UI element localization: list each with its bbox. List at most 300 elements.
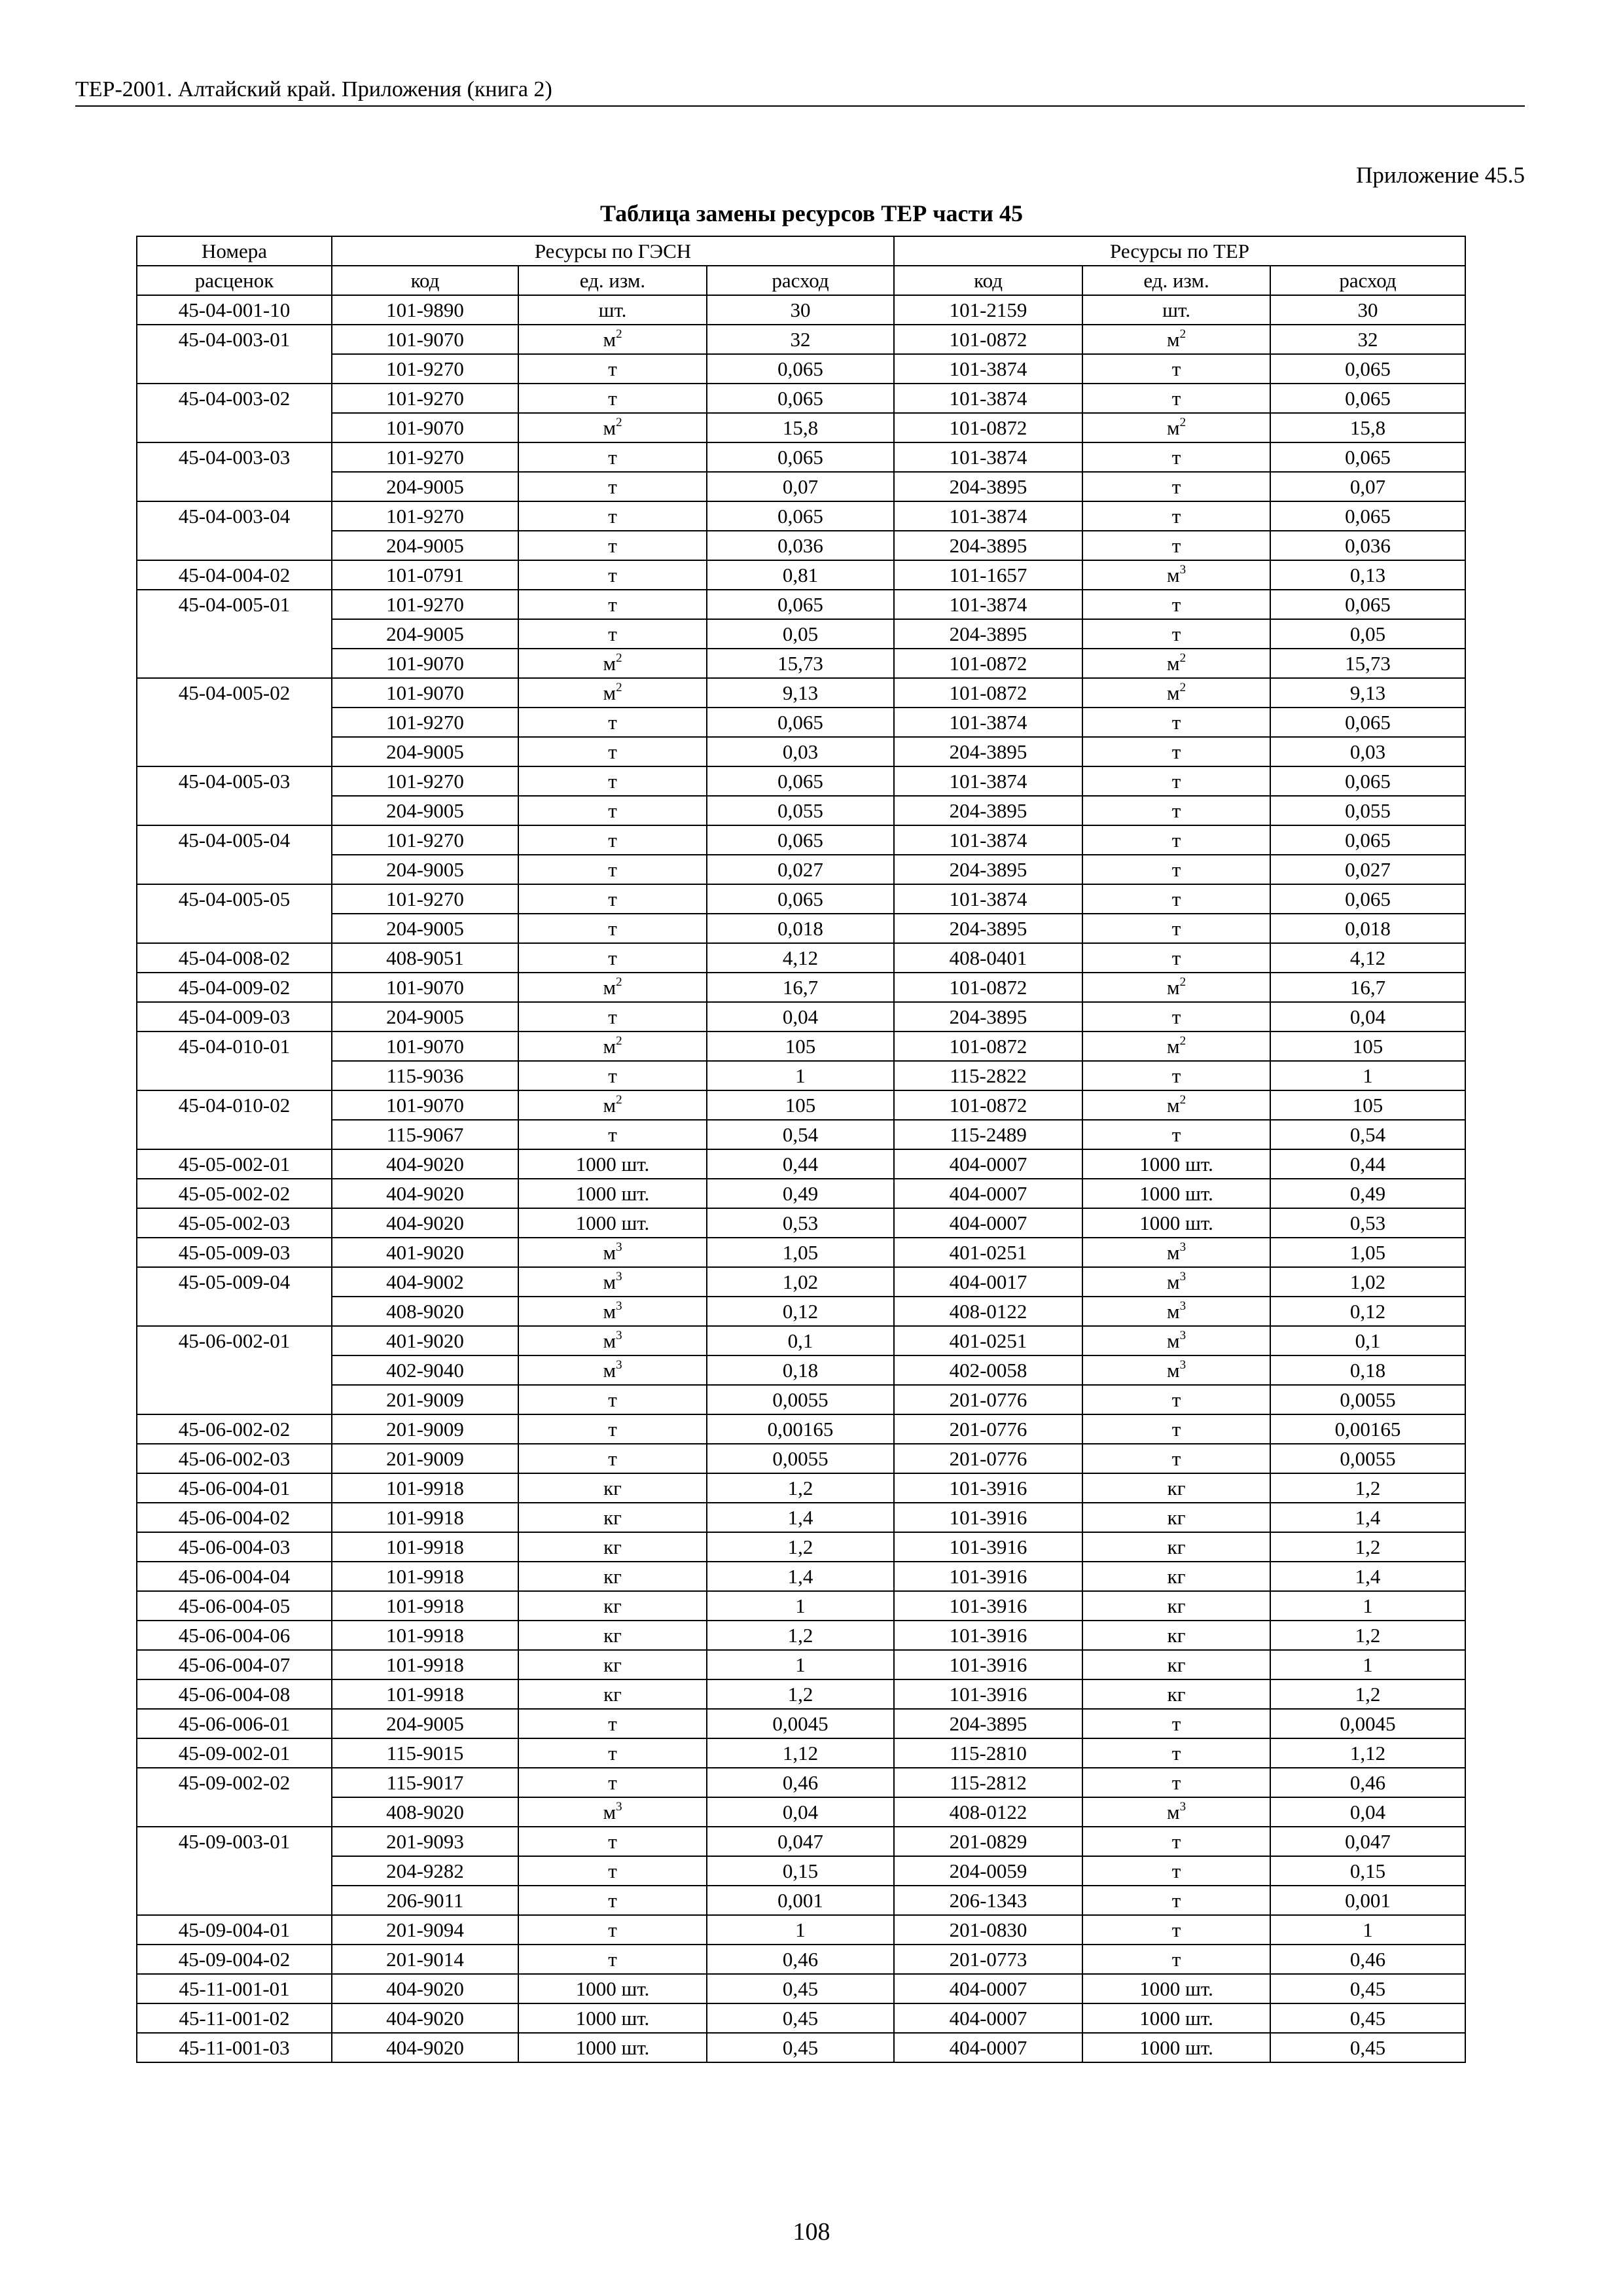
unit-exponent: 3 xyxy=(616,1240,622,1254)
gesn-code-cell: 101-9070 xyxy=(332,649,518,678)
ter-consumption-cell: 0,45 xyxy=(1270,2003,1465,2033)
rate-number-cell: 45-11-001-02 xyxy=(137,2003,332,2033)
ter-unit-cell: кг xyxy=(1082,1621,1270,1650)
ter-code-cell: 115-2489 xyxy=(894,1120,1082,1149)
gesn-unit-cell: $м^2$ xyxy=(518,973,707,1002)
table-row xyxy=(137,796,1465,825)
ter-unit-cell: т xyxy=(1082,855,1270,884)
gesn-code-cell: 201-9093 xyxy=(332,1827,518,1856)
gesn-unit-cell: т xyxy=(518,1444,707,1473)
table-row xyxy=(137,943,1465,973)
ter-consumption-cell: 1,2 xyxy=(1270,1532,1465,1562)
table-row xyxy=(137,442,1465,472)
ter-consumption-cell: 1,2 xyxy=(1270,1473,1465,1503)
ter-consumption-cell: 0,54 xyxy=(1270,1120,1465,1149)
gesn-code-cell: 201-9014 xyxy=(332,1945,518,1974)
ter-unit-cell: 1000 шт. xyxy=(1082,2033,1270,2062)
ter-code-cell: 408-0122 xyxy=(894,1297,1082,1326)
gesn-consumption-cell: 1,2 xyxy=(707,1473,894,1503)
gesn-unit-cell: $м^3$ xyxy=(518,1355,707,1385)
table-row xyxy=(137,1061,1465,1090)
gesn-unit-cell: т xyxy=(518,1768,707,1797)
ter-consumption-cell: 15,73 xyxy=(1270,649,1465,678)
ter-code-cell: 404-0007 xyxy=(894,1208,1082,1238)
gesn-consumption-cell: 1 xyxy=(707,1915,894,1945)
table-row xyxy=(137,1679,1465,1709)
gesn-unit-cell: $м^2$ xyxy=(518,413,707,442)
gesn-consumption-cell: 1,2 xyxy=(707,1679,894,1709)
gesn-unit-cell: т xyxy=(518,619,707,649)
gesn-unit-cell: т xyxy=(518,1385,707,1414)
rate-number-cell: 45-04-005-01 xyxy=(137,590,332,678)
rate-number-cell: 45-05-002-03 xyxy=(137,1208,332,1238)
gesn-unit-cell: т xyxy=(518,531,707,560)
rate-number-cell: 45-09-003-01 xyxy=(137,1827,332,1915)
ter-unit-cell: $м^3$ xyxy=(1082,1797,1270,1827)
ter-consumption-cell: 0,15 xyxy=(1270,1856,1465,1886)
col-header-ter: Ресурсы по ТЕР xyxy=(894,236,1465,266)
gesn-consumption-cell: 0,07 xyxy=(707,472,894,501)
rate-number-cell: 45-04-010-01 xyxy=(137,1031,332,1090)
ter-unit-cell: $м^2$ xyxy=(1082,649,1270,678)
ter-code-cell: 115-2812 xyxy=(894,1768,1082,1797)
ter-consumption-cell: 0,1 xyxy=(1270,1326,1465,1355)
ter-unit-cell: т xyxy=(1082,590,1270,619)
table-row xyxy=(137,2033,1465,2062)
ter-unit-cell: 1000 шт. xyxy=(1082,1208,1270,1238)
gesn-consumption-cell: 0,065 xyxy=(707,384,894,413)
col-header-rate-numbers-1: Номера xyxy=(137,236,332,266)
gesn-unit-cell: т xyxy=(518,501,707,531)
ter-unit-cell: 1000 шт. xyxy=(1082,1179,1270,1208)
ter-unit-cell: т xyxy=(1082,943,1270,973)
gesn-consumption-cell: 0,0045 xyxy=(707,1709,894,1738)
ter-consumption-cell: 0,12 xyxy=(1270,1297,1465,1326)
ter-consumption-cell: 0,065 xyxy=(1270,590,1465,619)
gesn-unit-cell: кг xyxy=(518,1621,707,1650)
rate-number-cell: 45-04-005-02 xyxy=(137,678,332,766)
gesn-consumption-cell: 1 xyxy=(707,1650,894,1679)
gesn-code-cell: 101-9918 xyxy=(332,1679,518,1709)
ter-consumption-cell: 0,13 xyxy=(1270,560,1465,590)
unit-exponent: 3 xyxy=(1179,1328,1186,1342)
ter-consumption-cell: 1,05 xyxy=(1270,1238,1465,1267)
ter-unit-cell: т xyxy=(1082,1414,1270,1444)
gesn-unit-cell: кг xyxy=(518,1532,707,1562)
gesn-unit-cell: т xyxy=(518,560,707,590)
gesn-code-cell: 204-9005 xyxy=(332,855,518,884)
gesn-consumption-cell: 16,7 xyxy=(707,973,894,1002)
gesn-consumption-cell: 0,81 xyxy=(707,560,894,590)
table-row xyxy=(137,472,1465,501)
gesn-code-cell: 408-9051 xyxy=(332,943,518,973)
ter-consumption-cell: 0,065 xyxy=(1270,501,1465,531)
gesn-code-cell: 115-9036 xyxy=(332,1061,518,1090)
gesn-consumption-cell: 15,73 xyxy=(707,649,894,678)
ter-unit-cell: т xyxy=(1082,766,1270,796)
ter-consumption-cell: 4,12 xyxy=(1270,943,1465,973)
header-row-2 xyxy=(137,266,1465,295)
gesn-code-cell: 101-9070 xyxy=(332,973,518,1002)
unit-exponent: 3 xyxy=(1179,562,1186,577)
ter-consumption-cell: 0,07 xyxy=(1270,472,1465,501)
gesn-consumption-cell: 1,4 xyxy=(707,1562,894,1591)
ter-unit-cell: т xyxy=(1082,384,1270,413)
gesn-unit-cell: т xyxy=(518,472,707,501)
ter-code-cell: 404-0007 xyxy=(894,1149,1082,1179)
rate-number-cell: 45-06-004-06 xyxy=(137,1621,332,1650)
ter-code-cell: 402-0058 xyxy=(894,1355,1082,1385)
gesn-consumption-cell: 0,46 xyxy=(707,1768,894,1797)
col-header-gesn-code: код xyxy=(332,266,518,295)
gesn-consumption-cell: 0,065 xyxy=(707,354,894,384)
ter-consumption-cell: 0,065 xyxy=(1270,825,1465,855)
gesn-consumption-cell: 0,065 xyxy=(707,708,894,737)
gesn-consumption-cell: 0,055 xyxy=(707,796,894,825)
ter-code-cell: 201-0776 xyxy=(894,1444,1082,1473)
ter-unit-cell: 1000 шт. xyxy=(1082,1149,1270,1179)
gesn-code-cell: 101-9070 xyxy=(332,678,518,708)
ter-consumption-cell: 1,02 xyxy=(1270,1267,1465,1297)
ter-code-cell: 204-3895 xyxy=(894,472,1082,501)
ter-consumption-cell: 1 xyxy=(1270,1591,1465,1621)
ter-code-cell: 404-0007 xyxy=(894,2003,1082,2033)
ter-unit-cell: т xyxy=(1082,1385,1270,1414)
gesn-consumption-cell: 0,1 xyxy=(707,1326,894,1355)
rate-number-cell: 45-11-001-03 xyxy=(137,2033,332,2062)
rate-number-cell: 45-04-004-02 xyxy=(137,560,332,590)
table-row xyxy=(137,1886,1465,1915)
ter-unit-cell: т xyxy=(1082,1827,1270,1856)
ter-unit-cell: т xyxy=(1082,1120,1270,1149)
table-row xyxy=(137,1945,1465,1974)
gesn-consumption-cell: 1,2 xyxy=(707,1621,894,1650)
ter-consumption-cell: 0,065 xyxy=(1270,766,1465,796)
ter-code-cell: 408-0122 xyxy=(894,1797,1082,1827)
gesn-code-cell: 101-9070 xyxy=(332,1031,518,1061)
ter-consumption-cell: 0,04 xyxy=(1270,1797,1465,1827)
ter-unit-cell: т xyxy=(1082,1856,1270,1886)
col-header-ter-code: код xyxy=(894,266,1082,295)
ter-consumption-cell: 16,7 xyxy=(1270,973,1465,1002)
gesn-code-cell: 101-9270 xyxy=(332,384,518,413)
ter-consumption-cell: 0,44 xyxy=(1270,1149,1465,1179)
ter-code-cell: 101-0872 xyxy=(894,649,1082,678)
ter-unit-cell: т xyxy=(1082,708,1270,737)
ter-consumption-cell: 0,03 xyxy=(1270,737,1465,766)
ter-consumption-cell: 0,49 xyxy=(1270,1179,1465,1208)
ter-unit-cell: кг xyxy=(1082,1473,1270,1503)
ter-code-cell: 101-3916 xyxy=(894,1621,1082,1650)
gesn-unit-cell: 1000 шт. xyxy=(518,1149,707,1179)
gesn-consumption-cell: 0,018 xyxy=(707,914,894,943)
ter-consumption-cell: 0,055 xyxy=(1270,796,1465,825)
ter-unit-cell: $м^3$ xyxy=(1082,1238,1270,1267)
unit-exponent: 2 xyxy=(1179,651,1186,665)
table-row xyxy=(137,354,1465,384)
header-row-1 xyxy=(137,236,1465,266)
gesn-code-cell: 401-9020 xyxy=(332,1238,518,1267)
ter-code-cell: 201-0776 xyxy=(894,1385,1082,1414)
ter-consumption-cell: 0,0055 xyxy=(1270,1385,1465,1414)
gesn-unit-cell: $м^2$ xyxy=(518,1031,707,1061)
ter-code-cell: 201-0830 xyxy=(894,1915,1082,1945)
unit-exponent: 3 xyxy=(1179,1357,1186,1372)
gesn-unit-cell: т xyxy=(518,1061,707,1090)
gesn-consumption-cell: 0,0055 xyxy=(707,1444,894,1473)
gesn-code-cell: 101-9918 xyxy=(332,1562,518,1591)
gesn-code-cell: 201-9009 xyxy=(332,1385,518,1414)
ter-unit-cell: т xyxy=(1082,1768,1270,1797)
gesn-code-cell: 404-9020 xyxy=(332,1208,518,1238)
table-row xyxy=(137,501,1465,531)
gesn-unit-cell: т xyxy=(518,884,707,914)
gesn-consumption-cell: 0,53 xyxy=(707,1208,894,1238)
gesn-unit-cell: т xyxy=(518,590,707,619)
col-header-ter-consumption: расход xyxy=(1270,266,1465,295)
unit-exponent: 2 xyxy=(1179,415,1186,429)
ter-consumption-cell: 0,047 xyxy=(1270,1827,1465,1856)
gesn-unit-cell: т xyxy=(518,1002,707,1031)
gesn-consumption-cell: 15,8 xyxy=(707,413,894,442)
ter-unit-cell: $м^3$ xyxy=(1082,1326,1270,1355)
unit-exponent: 2 xyxy=(616,327,622,341)
gesn-code-cell: 204-9005 xyxy=(332,914,518,943)
unit-exponent: 3 xyxy=(1179,1299,1186,1313)
unit-exponent: 3 xyxy=(616,1799,622,1814)
table-row xyxy=(137,295,1465,325)
ter-code-cell: 101-0872 xyxy=(894,1090,1082,1120)
gesn-code-cell: 101-9270 xyxy=(332,825,518,855)
rate-number-cell: 45-04-003-01 xyxy=(137,325,332,384)
header-rule xyxy=(75,105,1525,107)
gesn-code-cell: 204-9005 xyxy=(332,1709,518,1738)
table-row xyxy=(137,973,1465,1002)
table-row xyxy=(137,1650,1465,1679)
table-row xyxy=(137,1326,1465,1355)
rate-number-cell: 45-05-009-04 xyxy=(137,1267,332,1326)
gesn-code-cell: 204-9005 xyxy=(332,619,518,649)
ter-unit-cell: шт. xyxy=(1082,295,1270,325)
ter-code-cell: 404-0007 xyxy=(894,2033,1082,2062)
ter-unit-cell: т xyxy=(1082,442,1270,472)
gesn-unit-cell: $м^2$ xyxy=(518,1090,707,1120)
ter-consumption-cell: 1 xyxy=(1270,1061,1465,1090)
ter-unit-cell: т xyxy=(1082,472,1270,501)
ter-code-cell: 101-3874 xyxy=(894,384,1082,413)
ter-unit-cell: т xyxy=(1082,884,1270,914)
ter-unit-cell: $м^2$ xyxy=(1082,973,1270,1002)
rate-number-cell: 45-06-004-08 xyxy=(137,1679,332,1709)
ter-unit-cell: 1000 шт. xyxy=(1082,1974,1270,2003)
ter-consumption-cell: 0,45 xyxy=(1270,2033,1465,2062)
table-row xyxy=(137,384,1465,413)
table-row xyxy=(137,1179,1465,1208)
gesn-code-cell: 204-9005 xyxy=(332,472,518,501)
gesn-code-cell: 101-9270 xyxy=(332,354,518,384)
gesn-unit-cell: 1000 шт. xyxy=(518,1179,707,1208)
rate-number-cell: 45-04-001-10 xyxy=(137,295,332,325)
gesn-consumption-cell: 1 xyxy=(707,1061,894,1090)
ter-code-cell: 404-0007 xyxy=(894,1974,1082,2003)
ter-consumption-cell: 0,53 xyxy=(1270,1208,1465,1238)
rate-number-cell: 45-04-009-03 xyxy=(137,1002,332,1031)
table-row xyxy=(137,1591,1465,1621)
rate-number-cell: 45-04-009-02 xyxy=(137,973,332,1002)
gesn-consumption-cell: 0,45 xyxy=(707,2003,894,2033)
table-row xyxy=(137,1208,1465,1238)
gesn-unit-cell: $м^3$ xyxy=(518,1297,707,1326)
unit-exponent: 2 xyxy=(616,651,622,665)
gesn-code-cell: 115-9067 xyxy=(332,1120,518,1149)
gesn-consumption-cell: 0,18 xyxy=(707,1355,894,1385)
ter-code-cell: 204-3895 xyxy=(894,619,1082,649)
table-row xyxy=(137,649,1465,678)
ter-consumption-cell: 30 xyxy=(1270,295,1465,325)
ter-consumption-cell: 15,8 xyxy=(1270,413,1465,442)
gesn-consumption-cell: 0,065 xyxy=(707,501,894,531)
rate-number-cell: 45-04-003-03 xyxy=(137,442,332,501)
gesn-unit-cell: $м^2$ xyxy=(518,678,707,708)
gesn-code-cell: 101-9918 xyxy=(332,1621,518,1650)
ter-unit-cell: кг xyxy=(1082,1562,1270,1591)
gesn-unit-cell: $м^2$ xyxy=(518,325,707,354)
rate-number-cell: 45-05-002-01 xyxy=(137,1149,332,1179)
unit-exponent: 2 xyxy=(616,415,622,429)
ter-unit-cell: $м^2$ xyxy=(1082,1031,1270,1061)
rate-number-cell: 45-05-002-02 xyxy=(137,1179,332,1208)
gesn-unit-cell: 1000 шт. xyxy=(518,1974,707,2003)
rate-number-cell: 45-05-009-03 xyxy=(137,1238,332,1267)
ter-unit-cell: т xyxy=(1082,354,1270,384)
gesn-consumption-cell: 0,065 xyxy=(707,884,894,914)
gesn-unit-cell: $м^3$ xyxy=(518,1267,707,1297)
ter-consumption-cell: 0,46 xyxy=(1270,1768,1465,1797)
gesn-unit-cell: т xyxy=(518,1414,707,1444)
ter-consumption-cell: 0,065 xyxy=(1270,442,1465,472)
gesn-code-cell: 101-9918 xyxy=(332,1473,518,1503)
gesn-consumption-cell: 0,44 xyxy=(707,1149,894,1179)
table-body xyxy=(137,295,1465,2062)
ter-code-cell: 204-3895 xyxy=(894,531,1082,560)
gesn-consumption-cell: 0,065 xyxy=(707,590,894,619)
table-row xyxy=(137,590,1465,619)
col-header-gesn-unit: ед. изм. xyxy=(518,266,707,295)
table-row xyxy=(137,413,1465,442)
ter-code-cell: 401-0251 xyxy=(894,1326,1082,1355)
ter-unit-cell: $м^3$ xyxy=(1082,1297,1270,1326)
ter-consumption-cell: 0,065 xyxy=(1270,384,1465,413)
ter-code-cell: 101-3916 xyxy=(894,1591,1082,1621)
gesn-code-cell: 201-9009 xyxy=(332,1444,518,1473)
ter-code-cell: 101-3874 xyxy=(894,884,1082,914)
gesn-consumption-cell: 0,047 xyxy=(707,1827,894,1856)
ter-code-cell: 101-3916 xyxy=(894,1532,1082,1562)
gesn-code-cell: 404-9020 xyxy=(332,2033,518,2062)
table-row xyxy=(137,1385,1465,1414)
ter-unit-cell: $м^2$ xyxy=(1082,413,1270,442)
table-row xyxy=(137,1267,1465,1297)
gesn-consumption-cell: 0,45 xyxy=(707,2033,894,2062)
gesn-unit-cell: 1000 шт. xyxy=(518,1208,707,1238)
table-row xyxy=(137,1149,1465,1179)
gesn-code-cell: 101-9918 xyxy=(332,1532,518,1562)
gesn-unit-cell: т xyxy=(518,1827,707,1856)
ter-code-cell: 101-0872 xyxy=(894,1031,1082,1061)
gesn-code-cell: 408-9020 xyxy=(332,1297,518,1326)
rate-number-cell: 45-06-004-02 xyxy=(137,1503,332,1532)
gesn-code-cell: 115-9017 xyxy=(332,1768,518,1797)
ter-consumption-cell: 0,036 xyxy=(1270,531,1465,560)
gesn-code-cell: 404-9002 xyxy=(332,1267,518,1297)
ter-unit-cell: $м^2$ xyxy=(1082,678,1270,708)
unit-exponent: 2 xyxy=(1179,680,1186,694)
ter-consumption-cell: 0,065 xyxy=(1270,354,1465,384)
ter-code-cell: 204-3895 xyxy=(894,1002,1082,1031)
rate-number-cell: 45-06-004-05 xyxy=(137,1591,332,1621)
ter-consumption-cell: 105 xyxy=(1270,1031,1465,1061)
unit-exponent: 2 xyxy=(616,1092,622,1107)
table-row xyxy=(137,1297,1465,1326)
gesn-code-cell: 404-9020 xyxy=(332,2003,518,2033)
ter-unit-cell: $м^2$ xyxy=(1082,1090,1270,1120)
gesn-unit-cell: т xyxy=(518,1915,707,1945)
gesn-code-cell: 201-9009 xyxy=(332,1414,518,1444)
table-row xyxy=(137,1090,1465,1120)
ter-unit-cell: т xyxy=(1082,796,1270,825)
gesn-consumption-cell: 0,065 xyxy=(707,825,894,855)
gesn-code-cell: 204-9005 xyxy=(332,531,518,560)
gesn-code-cell: 101-9890 xyxy=(332,295,518,325)
unit-exponent: 2 xyxy=(1179,975,1186,989)
rate-number-cell: 45-06-002-03 xyxy=(137,1444,332,1473)
gesn-code-cell: 204-9005 xyxy=(332,1002,518,1031)
ter-consumption-cell: 0,0045 xyxy=(1270,1709,1465,1738)
ter-code-cell: 101-0872 xyxy=(894,413,1082,442)
rate-number-cell: 45-09-004-01 xyxy=(137,1915,332,1945)
ter-unit-cell: кг xyxy=(1082,1679,1270,1709)
gesn-code-cell: 101-9918 xyxy=(332,1503,518,1532)
ter-unit-cell: т xyxy=(1082,1709,1270,1738)
ter-code-cell: 101-3874 xyxy=(894,590,1082,619)
ter-consumption-cell: 1,2 xyxy=(1270,1679,1465,1709)
ter-code-cell: 204-3895 xyxy=(894,796,1082,825)
gesn-unit-cell: шт. xyxy=(518,295,707,325)
gesn-code-cell: 101-9270 xyxy=(332,884,518,914)
ter-code-cell: 404-0017 xyxy=(894,1267,1082,1297)
ter-unit-cell: т xyxy=(1082,531,1270,560)
ter-consumption-cell: 1,12 xyxy=(1270,1738,1465,1768)
gesn-code-cell: 404-9020 xyxy=(332,1974,518,2003)
ter-consumption-cell: 1 xyxy=(1270,1650,1465,1679)
table-row xyxy=(137,1414,1465,1444)
gesn-unit-cell: 1000 шт. xyxy=(518,2033,707,2062)
table-row xyxy=(137,766,1465,796)
gesn-consumption-cell: 9,13 xyxy=(707,678,894,708)
gesn-unit-cell: кг xyxy=(518,1562,707,1591)
gesn-consumption-cell: 1,05 xyxy=(707,1238,894,1267)
gesn-unit-cell: т xyxy=(518,354,707,384)
table-row xyxy=(137,531,1465,560)
gesn-consumption-cell: 0,027 xyxy=(707,855,894,884)
ter-unit-cell: $м^3$ xyxy=(1082,1355,1270,1385)
gesn-consumption-cell: 0,065 xyxy=(707,766,894,796)
col-header-rate-numbers-2: расценок xyxy=(137,266,332,295)
gesn-consumption-cell: 1 xyxy=(707,1591,894,1621)
ter-consumption-cell: 0,065 xyxy=(1270,708,1465,737)
gesn-unit-cell: кг xyxy=(518,1503,707,1532)
gesn-code-cell: 206-9011 xyxy=(332,1886,518,1915)
